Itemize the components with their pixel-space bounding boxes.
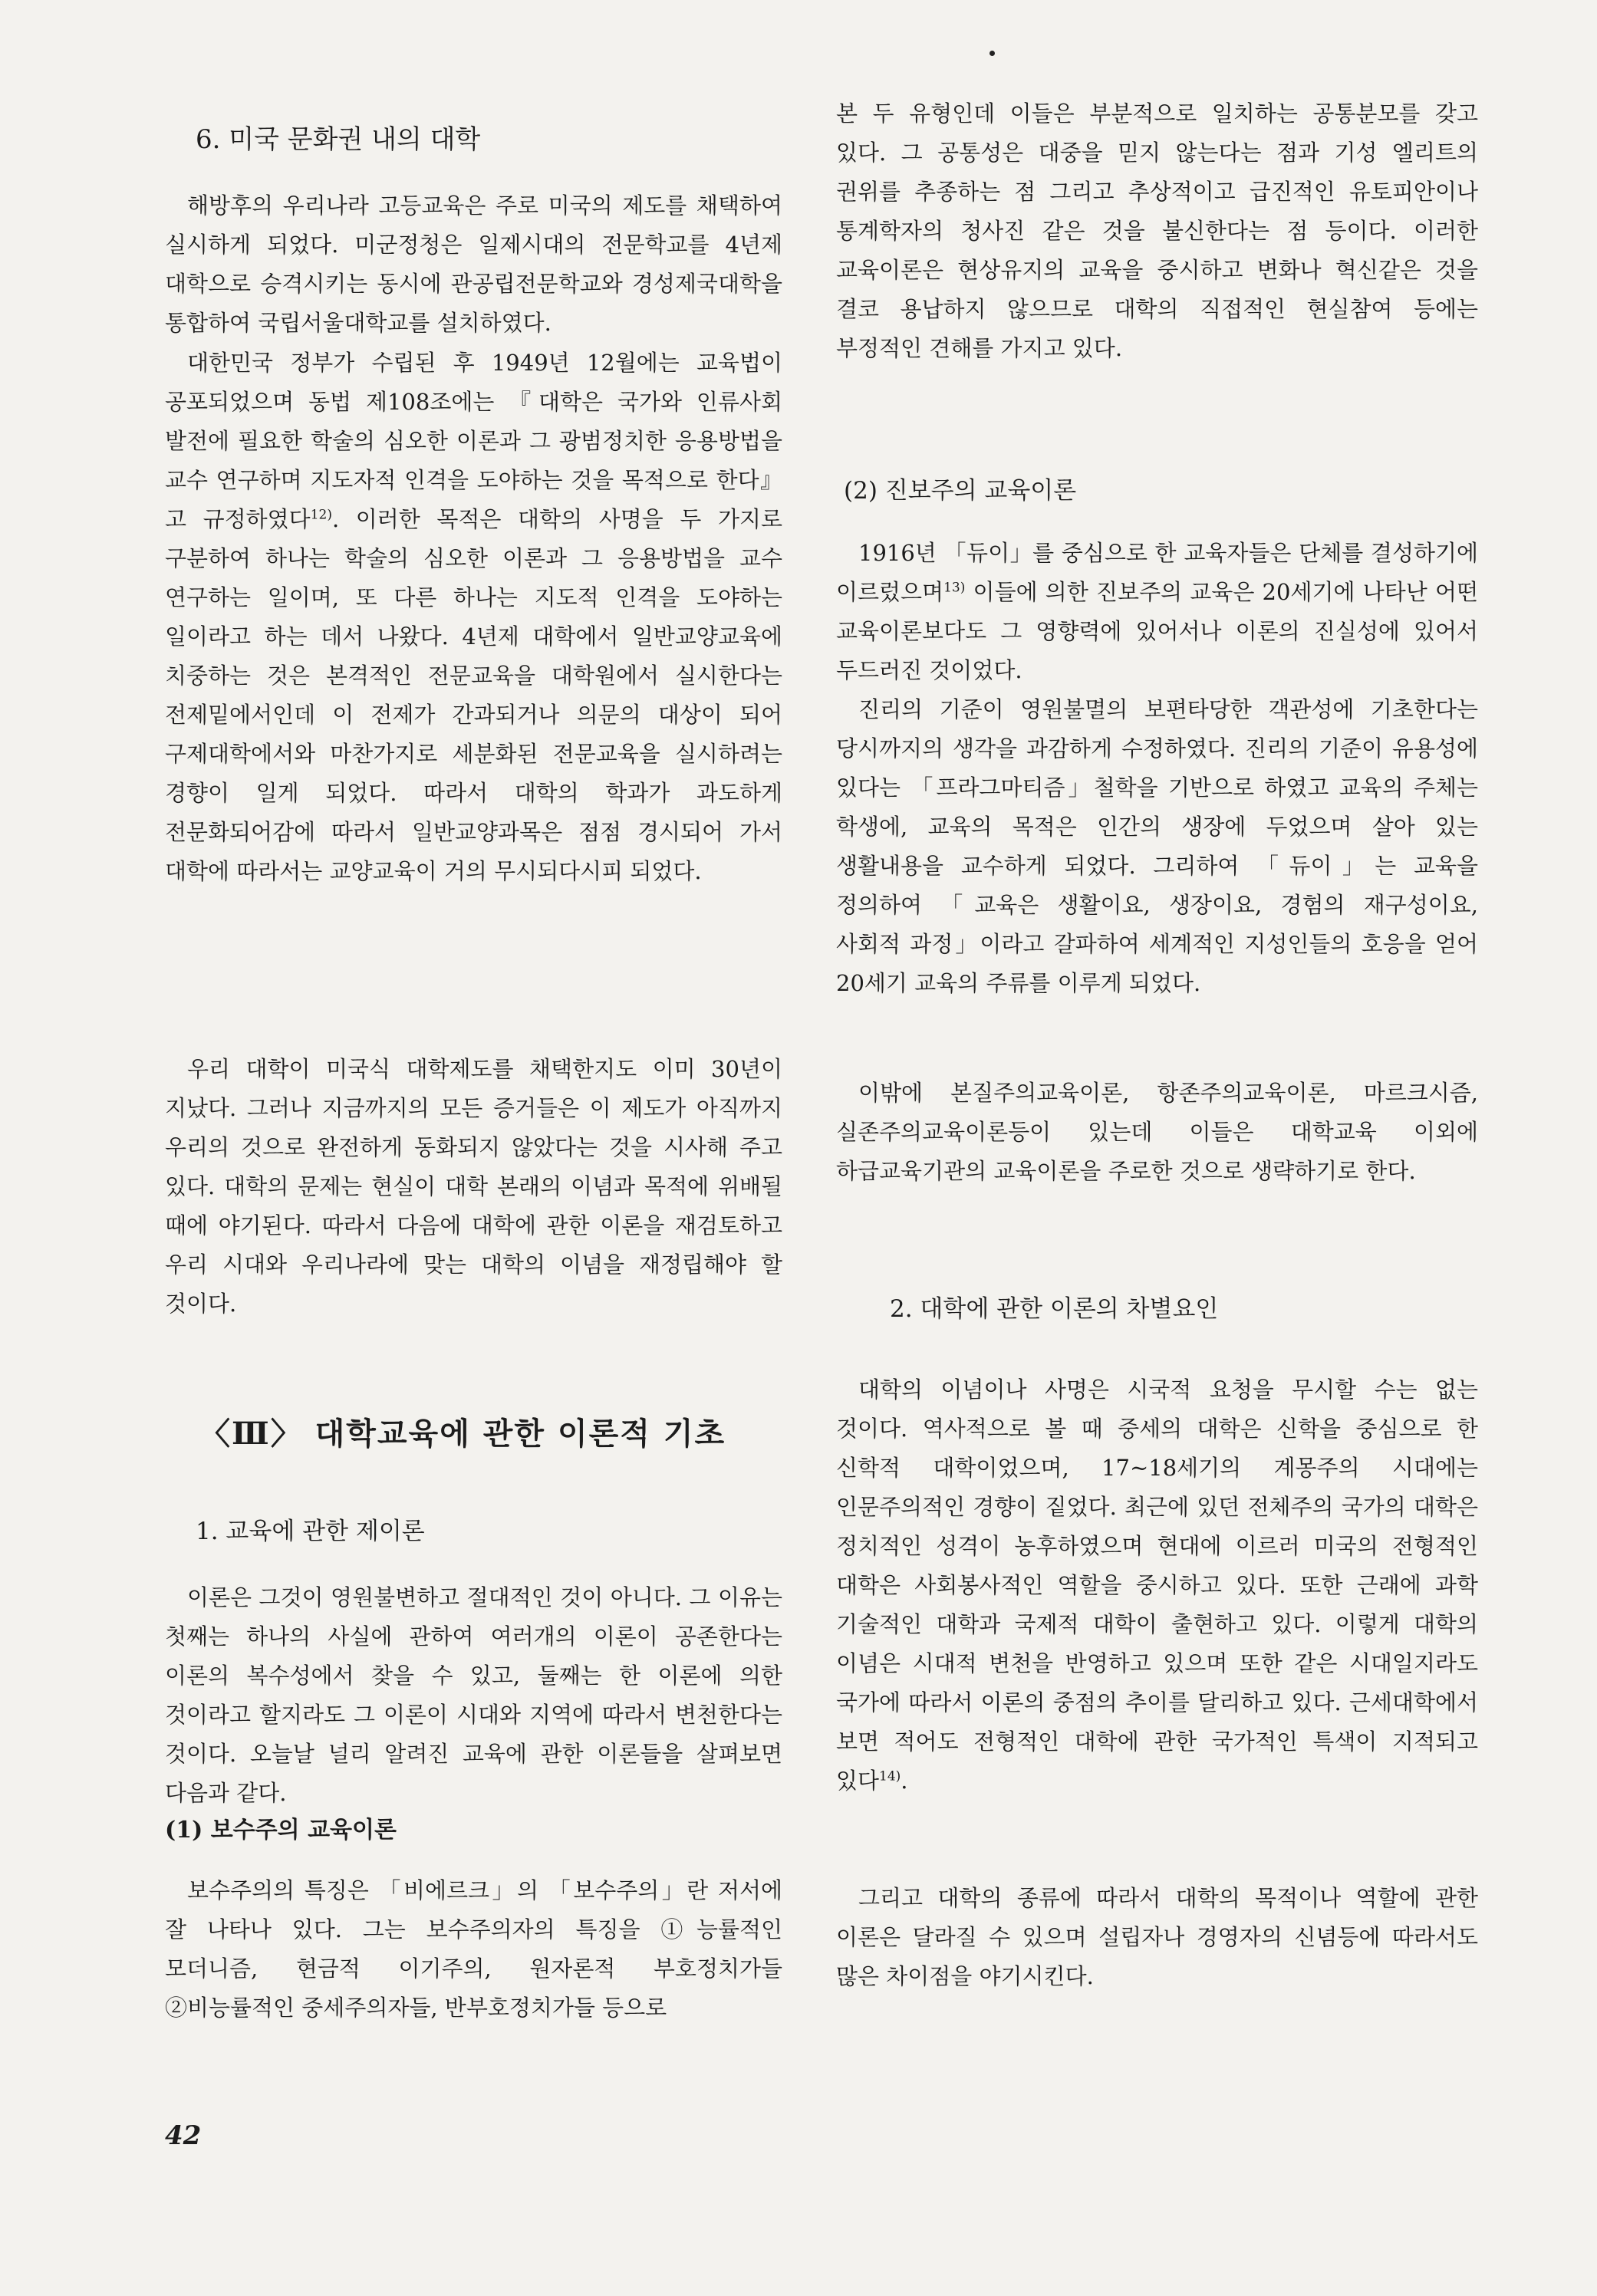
paragraph-r1: 본 두 유형인데 이들은 부분적으로 일치하는 공통분모를 갖고 있다. 그 공통성은 대중을 믿지 않는다는 점과 기성 엘리트의 권위를 추종하는 점 그리고 추상적이고 급진적인 유토피안이나 통계학자의 청사진 같은 것을 불신한다는 점 등이다. 이러한 교육이론은 현상유지의 교육을 중시하고 변화나 혁신같은 것을 결코 용납하지 않으므로 대학의 직접적인 현실참여 등에는 부정적인 견해를 가지고 있다. bbox=[836, 100, 1478, 361]
paragraph-l2-text: 대한민국 정부가 수립된 후 1949년 12월에는 교육법이 공포되었으며 동법 제108조에는 『대학은 국가와 인류사회 발전에 필요한 학술의 심오한 이론과 그 광범정치한 응용방법을 교수 연구하며 지도자적 인격을 도야하는 것을 목적으로 한다』고 규정하였다 bbox=[165, 350, 782, 532]
paragraph-r5-text: 대학의 이념이나 사명은 시국적 요청을 무시할 수는 없는 것이다. 역사적으로 볼 때 중세의 대학은 신학을 중심으로 한 신학적 대학이었으며, 17~18세기의 계몽주의 시대에는 인문주의적인 경향이 짙었다. 최근에 있던 전체주의 국가의 대학은 정치적인 성격이 농후하였으며 현대에 이르러 미국의 전형적인 대학은 사회봉사적인 역할을 중시하고 있다. 또한 근래에 과학 기술적인 대학과 국제적 대학이 출현하고 있다. 이렇게 대학의 이념은 시대적 변천을 반영하고 있으며 또한 같은 시대일지라도 국가에 따라서 이론의 중점의 추이를 달리하고 있다. 근세대학에서 보면 적어도 전형적인 대학에 관한 국가적인 특색이 지적되고 있다 bbox=[836, 1377, 1478, 1794]
paragraph-r6: 그리고 대학의 종류에 따라서 대학의 목적이나 역할에 관한 이론은 달라질 수 있으며 설립자나 경영자의 신념등에 따라서도 많은 차이점을 야기시킨다. bbox=[836, 1885, 1478, 1989]
paragraph-l2-rest: . 이러한 목적은 대학의 사명을 두 가지로 구분하여 하나는 학술의 심오한 이론과 그 응용방법을 교수 연구하는 일이며, 또 다른 하나는 지도적 인격을 도야하는 일이라고 하는 데서 나왔다. 4년제 대학에서 일반교양교육에 치중하는 것은 본격적인 전문교육을 대학원에서 실시한다는 전제밑에서인데 이 전제가 간과되거나 의문의 대상이 되어 구제대학에서와 마찬가지로 세분화된 전문교육을 실시하려는 경향이 일게 되었다. 따라서 대학의 학과가 과도하게 전문화되어감에 따라서 일반교양과목은 점점 경시되어 가서 대학에 따라서는 교양교육이 거의 무시되다시피 되었다. bbox=[165, 506, 782, 884]
footnote-ref-14: 14) bbox=[879, 1768, 901, 1784]
paragraph-r3: 진리의 기준이 영원불멸의 보편타당한 객관성에 기초한다는 당시까지의 생각을 과감하게 수정하였다. 진리의 기준이 유용성에 있다는 「프라그마티즘」철학을 기반으로 하였고 교육의 주체는 학생에, 교육의 목적은 인간의 생장에 두었으며 살아 있는 생활내용을 교수하게 되었다. 그리하여 「듀이」는 교육을 정의하여 「교육은 생활이요, 생장이요, 경험의 재구성이요, 사회적 과정」이라고 갈파하여 세계적인 지성인들의 호응을 얻어 20세기 교육의 주류를 이루게 되었다. bbox=[836, 696, 1478, 996]
paragraph-l4: 이론은 그것이 영원불변하고 절대적인 것이 아니다. 그 이유는 첫째는 하나의 사실에 관하여 여러개의 이론이 공존한다는 이론의 복수성에서 찾을 수 있고, 둘째는 한 이론에 의한 것이라고 할지라도 그 이론이 시대와 지역에 따라서 변천한다는 것이다. 오늘날 널리 알려진 교육에 관한 이론들을 살펴보면 다음과 같다. bbox=[165, 1584, 782, 1806]
section-2-heading: 2. 대학에 관한 이론의 차별요인 bbox=[890, 1295, 1219, 1323]
paragraph-r2 bbox=[836, 534, 1478, 690]
subsection-1-heading: (1) 보수주의 교육이론 bbox=[165, 1817, 397, 1844]
paragraph-l5: 보수주의의 특징은 「비에르크」의 「보수주의」란 저서에 잘 나타나 있다. 그는 보수주의자의 특징을 ①능률적인 모더니즘, 현금적 이기주의, 원자론적 부호정치가들 ②비능률적인 중세주의자들, 반부호정치가들 등으로 bbox=[165, 1877, 782, 2021]
footnote-ref-12: 12) bbox=[310, 507, 332, 523]
paragraph-r5-end: . bbox=[901, 1768, 908, 1794]
paragraph-r5 bbox=[836, 1370, 1478, 1801]
paragraph-r4: 이밖에 본질주의교육이론, 항존주의교육이론, 마르크시즘, 실존주의교육이론등이 있는데 이들은 대학교육 이외에 하급교육기관의 교육이론을 주로한 것으로 생략하기로 한다. bbox=[836, 1080, 1478, 1184]
footnote-ref-13: 13) bbox=[943, 580, 966, 596]
section-6-heading: 6. 미국 문화권 내의 대학 bbox=[196, 124, 481, 155]
chapter-heading: 〈Ⅲ〉 대학교육에 관한 이론적 기초 bbox=[199, 1416, 726, 1452]
section-1-heading: 1. 교육에 관한 제이론 bbox=[196, 1518, 425, 1545]
paragraph-r2-rest: 이들에 의한 진보주의 교육은 20세기에 나타난 어떤 교육이론보다도 그 영향력에 있어서나 이론의 진실성에 있어서 두드러진 것이었다. bbox=[836, 579, 1478, 683]
paragraph-l1: 해방후의 우리나라 고등교육은 주로 미국의 제도를 채택하여 실시하게 되었다. 미군정청은 일제시대의 전문학교를 4년제 대학으로 승격시키는 동시에 관공립전문학교와 경성제국대학을 통합하여 국립서울대학교를 설치하였다. bbox=[165, 192, 782, 336]
ink-speck bbox=[989, 51, 995, 56]
subsection-2-heading: (2) 진보주의 교육이론 bbox=[844, 477, 1077, 505]
paragraph-l3: 우리 대학이 미국식 대학제도를 채택한지도 이미 30년이 지났다. 그러나 지금까지의 모든 증거들은 이 제도가 아직까지 우리의 것으로 완전하게 동화되지 않았다는 것을 시사해 주고 있다. 대학의 문제는 현실이 대학 본래의 이념과 목적에 위배될 때에 야기된다. 따라서 다음에 대학에 관한 이론을 재검토하고 우리 시대와 우리나라에 맞는 대학의 이념을 재정립해야 할 것이다. bbox=[165, 1056, 782, 1317]
paragraph-r2-text: 1916년 「듀이」를 중심으로 한 교육자들은 단체를 결성하기에 이르렀으며 bbox=[836, 540, 1478, 605]
paragraph-l2 bbox=[165, 344, 782, 891]
page-number: 42 bbox=[165, 2120, 202, 2151]
